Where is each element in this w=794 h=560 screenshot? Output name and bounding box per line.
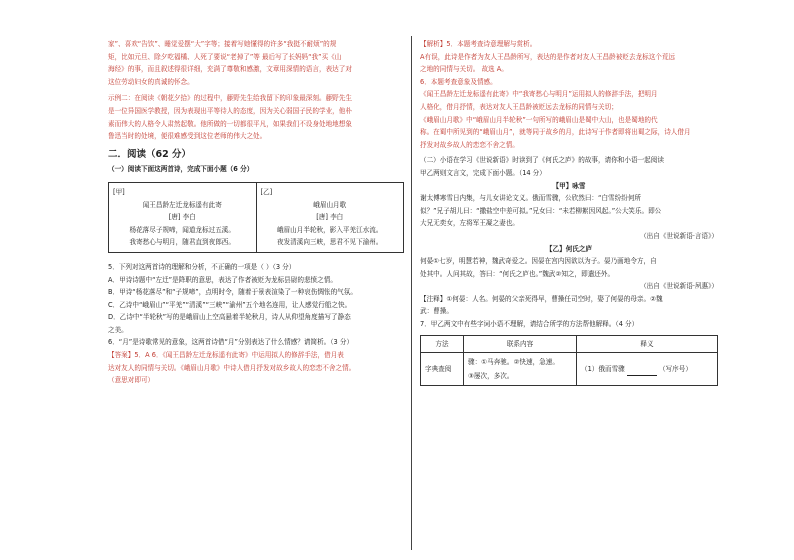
analysis-line: 人格化，借月抒情，表达对友人王昌龄被贬远去龙标的同情与关切； [420,102,618,111]
text-b-title: 【乙】何氏之庐 [545,244,593,253]
answer-line: 达对友人的同情与关切。《峨眉山月歌》中诗人借月抒发对故乡故人的恋恋不舍之情。 [108,363,356,372]
analysis-line: A有误，此诗是作者为友人王昌龄所写，表达的是作者对友人王昌龄被贬去龙标这个荒远 [420,52,676,61]
text-line: 素而伟大的人格令人肃然起敬。他所做的一切都很平凡，如果我们不设身处地地想象 [108,119,352,128]
poem-line: 峨眉山月半轮秋，影入平羌江水流。 [277,225,383,234]
text-line: 家”、喜欢“告饮”、睡觉爱摆“大”字等；接着写她懂得的许多“我挺不耐烦”的规 [108,40,337,48]
text-b-body [420,255,718,280]
poem-title: 峨眉山月歌 [313,200,347,209]
question-line: 6．“月”是诗歌常见的意象，这两首诗借“月”分别表达了什么情感？请简析。（3 分） [108,338,354,347]
text-line: 谢太傅寒雪日内集，与儿女讲论文义。俄而雪骤，公欣然曰：“白雪纷纷何所 [420,194,642,203]
essay-example-one [108,38,404,88]
table-cell-options [464,353,577,386]
option-line: B．甲诗“杨花落尽”和“子规啼”，点明时令，随着于景表渲染了一种哀伤惆怅的气氛。 [108,288,357,297]
word-table [420,335,718,387]
text-b-source: （出自《世说新语·夙惠》） [640,282,718,291]
text-line: 何晏①七岁，明慧若神，魏武奇爱之。因晏在宫内因欲以为子。晏乃画地令方，自 [420,257,657,266]
option-line: D．乙诗中“半轮秋”写的是峨眉山上空高悬着半轮秋月，诗人从仰望角度描写了静态 [108,313,351,322]
table-header-row [421,335,718,353]
analysis-line: 抒发对故乡故人的恋恋不舍之情。 [420,140,519,149]
answer-block [108,349,404,387]
poem-jia [109,183,256,252]
note-line: 武：曹操。 [420,307,453,316]
table-cell-method: 字典查阅 [421,353,464,386]
text-line: 鲁迅当时的处境，便很难感受到这位老师的伟大之处。 [108,132,267,141]
question-5-6 [108,261,404,349]
analysis-line: 《闻王昌龄左迁龙标遥有此寄》中“我寄愁心与明月”运用拟人的修辞手法，把明月 [420,90,658,99]
notes [420,293,718,318]
text-a-source: （出自《世说新语·言语》） [640,231,718,240]
text-line: 似？”兄子胡儿曰：“撒盐空中差可拟。”兄女曰：“未若柳絮因风起。”公大笑乐。即公 [420,206,662,215]
answer-line: 【答案】5．A 6．《闻王昌龄左迁龙标遥有此寄》中运用拟人的修辞手法，借月表 [108,351,344,360]
answer-line: （意思对即可） [108,376,155,385]
right-column [420,38,718,386]
poems-box [108,182,404,253]
question-7: 7．甲乙两文中有些字词小语不理解，请结合所学的方法帮他解释。（4 分） [420,320,639,329]
poem-yi [256,183,404,252]
option-text: ③屡次，多次。 [468,372,514,381]
text-a-title: 【甲】咏雪 [552,181,586,190]
analysis-block [420,38,718,151]
poem-author: [唐] 李白 [316,213,344,222]
left-column [108,38,404,387]
poem-author: [唐] 李白 [168,213,196,222]
analysis-line: 称。在蜀中所见到的“峨眉山月”，就等同于故乡的月，此诗写于作者即将出蜀之际，诗人借月 [420,128,691,137]
option-line: C．乙诗中“峨眉山”“平羌”“清溪”“三峡”“渝州”五个地名连用，让人感觉行船之快。 [108,300,352,309]
note-line: 【注释】①何晏：人名。何晏的父亲死得早，曹操任司空时，娶了何晏的母亲。②魏 [420,294,663,303]
essay-example-two [108,92,404,142]
analysis-line: 之地的同情与关切。 故选 A。 [420,65,508,74]
passage-intro [420,154,718,179]
text-line: 是一位异国医学教授，因为表现出平等待人的态度，因为关心弱国子民的学业，他朴 [108,106,352,115]
answer-suffix: （写序号） [658,364,692,373]
subsection-title: （一）阅读下面这两首诗，完成下面小题（6 分） [108,165,254,174]
text-line: 甲乙两则文言文，完成下面小题。（14 分） [420,168,546,177]
analysis-line: 6．本题考查意象及情感。 [420,77,497,86]
analysis-line: 《峨眉山月歌》中“峨眉山月半轮秋”一句所写的峨眉山是蜀中大山，也是蜀地的代 [420,115,658,124]
poem-line: 夜发清溪向三峡，思君不见下渝州。 [277,238,383,247]
text-line: 这位劳动妇女的真诚的怀念。 [108,77,194,86]
option-text: 骤：①马奔驰。②快速，急速。 [468,358,559,367]
question-line: 5．下列对这两首诗的理解和分析，不正确的一项是（ ）（3 分） [108,262,296,271]
table-header: 方法 [421,335,464,353]
poem-line: 我寄愁心与明月，随君直到夜郎西。 [129,238,235,247]
text-line: （二）小语在学习《世说新语》时读到了《何氏之庐》的故事，请你和小语一起阅读 [420,156,664,165]
text-line: 处其中。人问其故，答曰：“何氏之庐也。”魏武②知之，即遣还外。 [420,269,615,278]
text-line: 大兄无奕女，左将军王凝之妻也。 [420,219,519,228]
section-title: 二．阅读（62 分） [108,148,192,160]
text-line: 示例二：在阅读《朝花夕拾》的过程中，藤野先生给我留下的印象最深刻。藤野先生 [108,94,352,103]
text-a-body [420,192,718,230]
table-cell-answer [577,353,718,386]
poem-title: 闻王昌龄左迁龙标遥有此寄 [142,200,222,209]
option-line: A．甲诗诗题中“左迁”是降职的意思，表达了作者被贬为龙标县尉的悲愤之情。 [108,275,337,284]
table-row [421,353,718,386]
table-header: 联系内容 [464,335,577,353]
answer-prompt: （1）俄而雪骤 [581,364,625,373]
answer-blank[interactable] [627,368,657,376]
text-line: 矩，比如元旦、除夕吃福橘、人死了要说“老掉了”等 最后写了长妈妈“我”买《山 [108,52,342,61]
poem-tag: [乙] [260,187,273,196]
option-line: 之美。 [108,325,128,334]
poem-tag: [甲] [113,187,125,196]
analysis-line: 【解析】5．本题考查诗意理解与赏析。 [420,40,537,48]
table-header: 释义 [577,335,718,353]
poem-line: 杨花落尽子规啼，闻道龙标过五溪。 [129,225,235,234]
text-line: 海经》的事，而且叙述得很详细，充满了尊敬和感激，文章用深情的语言，表达了对 [108,65,352,74]
column-divider [411,36,412,550]
